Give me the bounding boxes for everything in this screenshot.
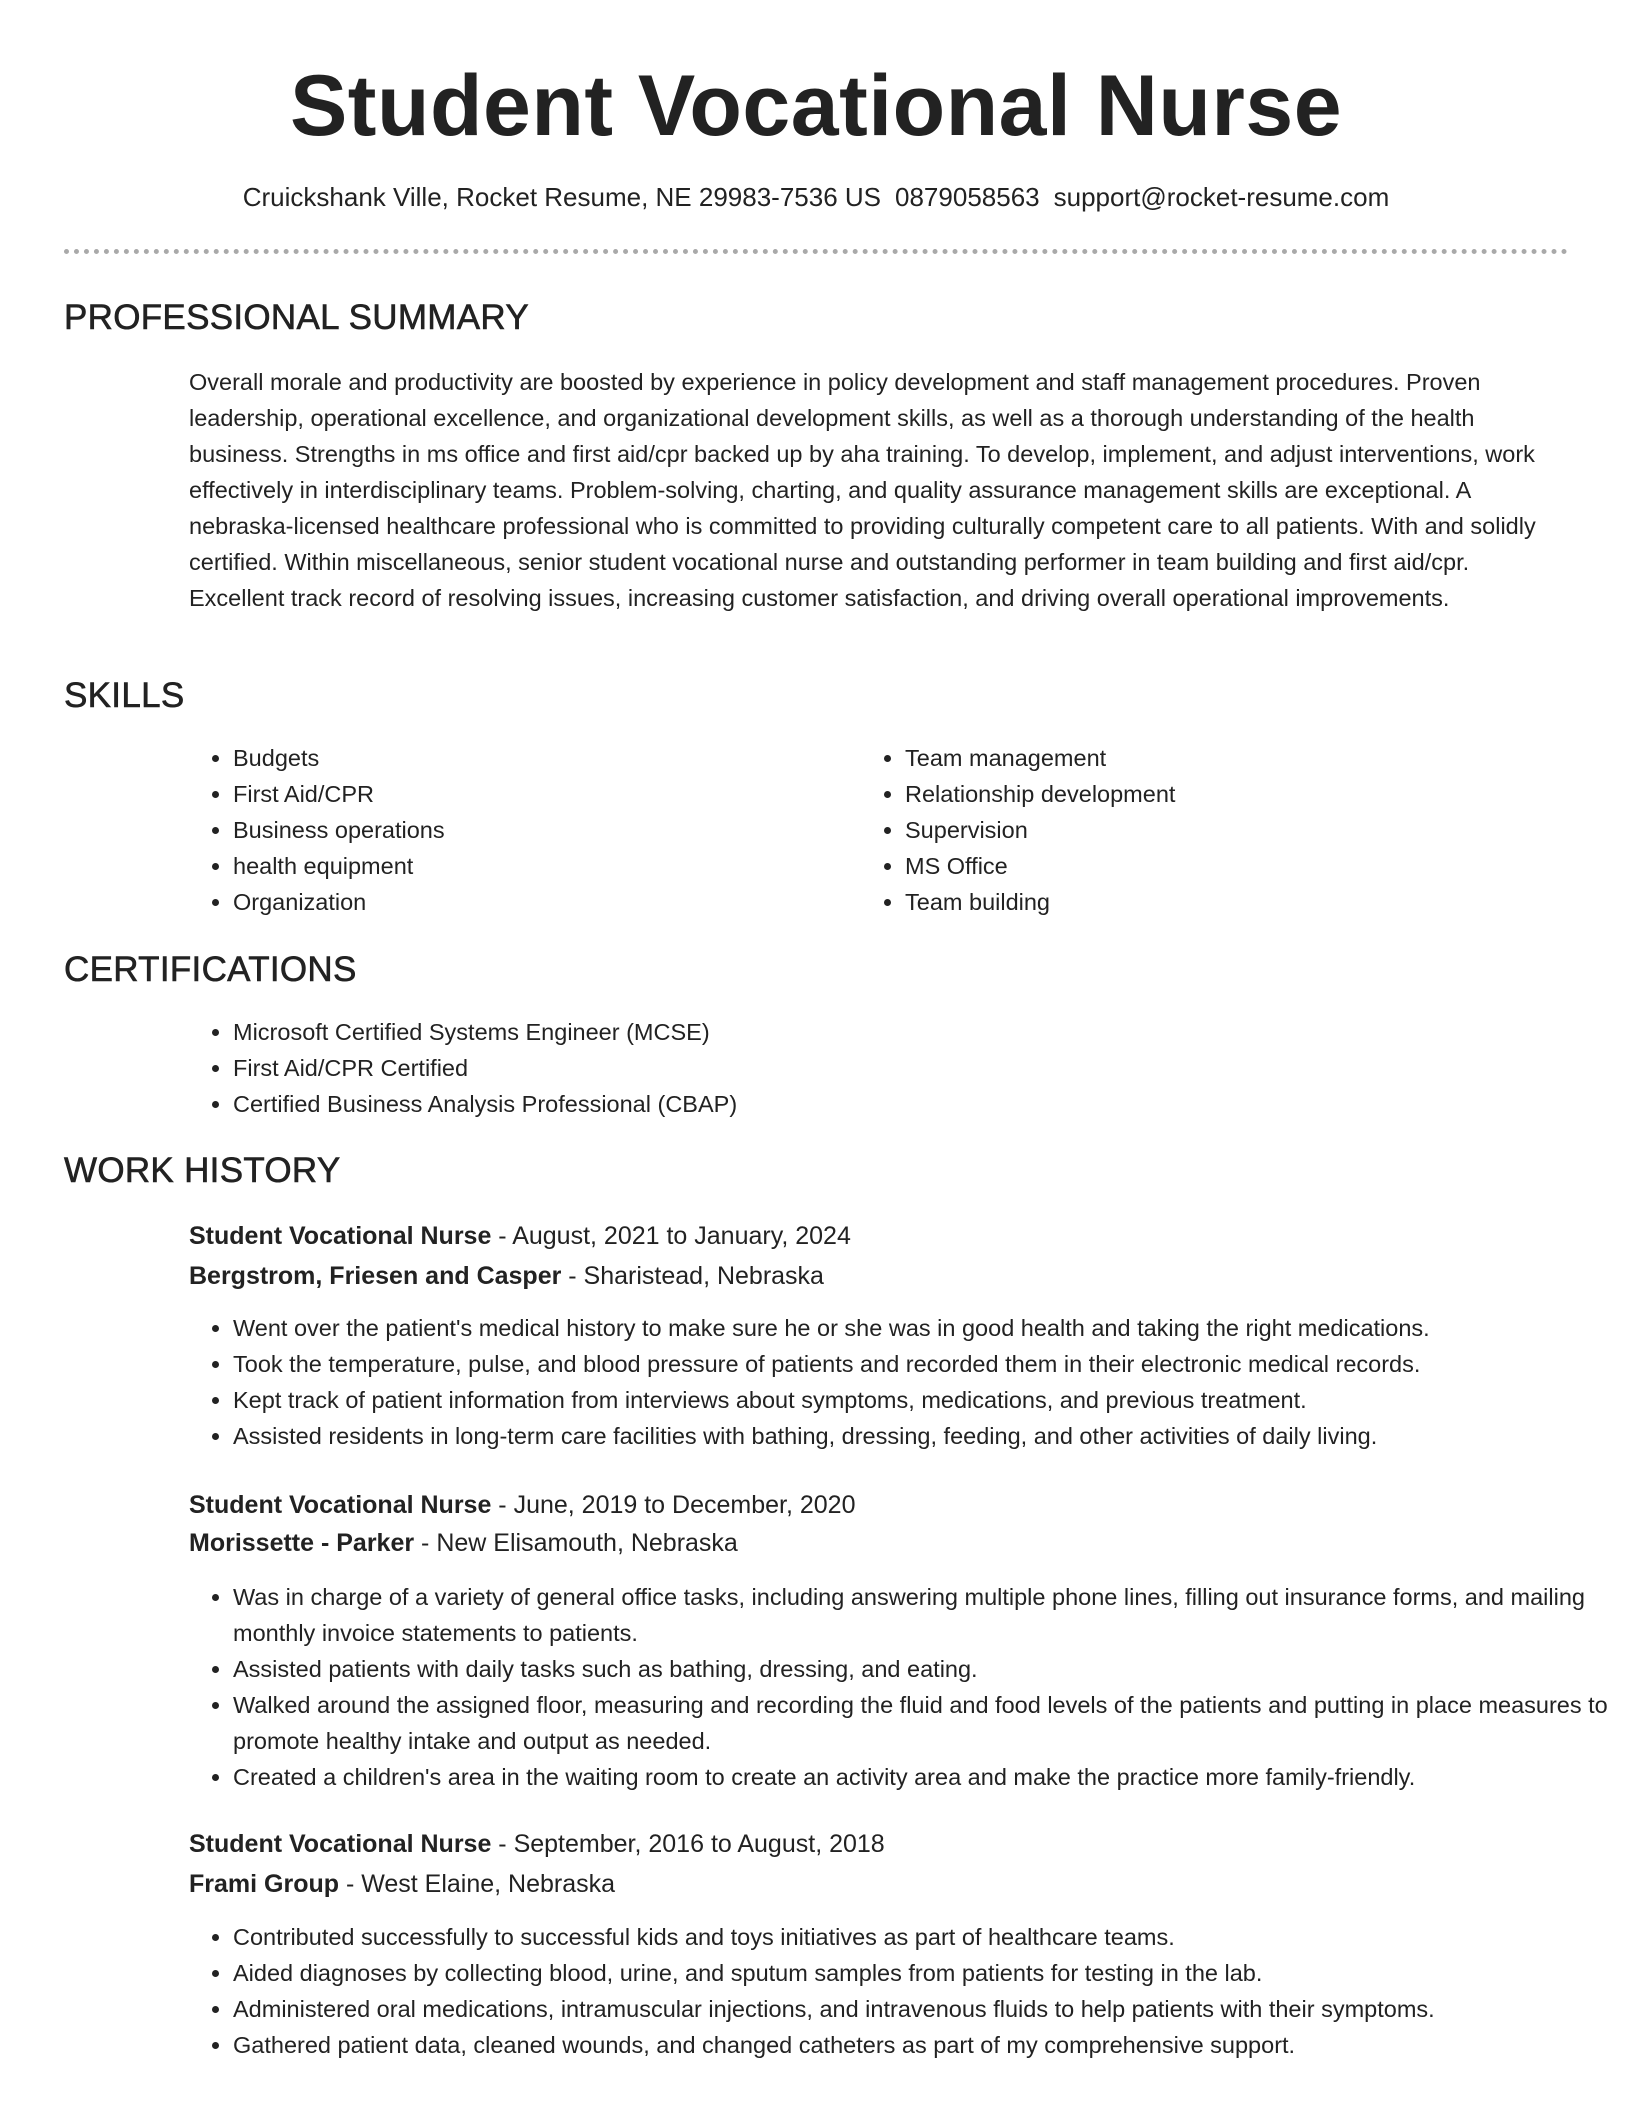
job-bullet: • Gathered patient data, cleaned wounds, and changed catheters as part of my comprehensive support. [233, 2027, 1632, 2063]
job-bullets [189, 1579, 1632, 1795]
job-dates: - June, 2019 to December, 2020 [491, 1491, 856, 1519]
skills-list-right [861, 740, 1545, 920]
skill-item: • First Aid/CPR [233, 776, 833, 812]
skill-item: • Team management [905, 740, 1545, 776]
summary-heading: PROFESSIONAL SUMMARY [64, 298, 529, 337]
job-title-line [189, 1218, 851, 1254]
skill-item: • Business operations [233, 812, 833, 848]
job-dates: - August, 2021 to January, 2024 [491, 1222, 851, 1250]
job-company: Bergstrom, Friesen and Casper [189, 1262, 562, 1290]
job-company: Frami Group [189, 1870, 340, 1898]
job-location: - Sharistead, Nebraska [561, 1262, 824, 1290]
skill-item: • MS Office [905, 848, 1545, 884]
skill-item: • Budgets [233, 740, 833, 776]
job-location: - West Elaine, Nebraska [339, 1870, 616, 1898]
job-title: Student Vocational Nurse [189, 1222, 492, 1250]
certification-item: • Microsoft Certified Systems Engineer (MCSE) [233, 1014, 1613, 1050]
job-bullet: • Went over the patient's medical history to make sure he or she was in good health and taking the right medications. [233, 1310, 1632, 1346]
skills-list-left [189, 740, 833, 920]
job-company-line [189, 1525, 738, 1561]
job-bullets [189, 1310, 1632, 1454]
certification-item: • Certified Business Analysis Professional (CBAP) [233, 1086, 1613, 1122]
summary-text: Overall morale and productivity are boosted by experience in policy development and staff management procedures. Proven leadership, operational excellence, and organizational development skills, as well as a thorough understanding of the health business. Strengths in ms office and first aid/cpr backed up by aha training. To develop, implement, and adjust interventions, work effectively in interdisciplinary teams. Problem-solving, charting, and quality assurance management skills are exceptional. A nebraska-licensed healthcare professional who is committed to providing culturally competent care to all patients. With and solidly certified. Within miscellaneous, senior student vocational nurse and outstanding performer in team building and first aid/cpr. Excellent track record of resolving issues, increasing customer satisfaction, and driving overall operational improvements. [189, 369, 1536, 611]
certifications-list [189, 1014, 1613, 1122]
job-bullet: • Administered oral medications, intramuscular injections, and intravenous fluids to help patients with their symptoms. [233, 1991, 1632, 2027]
contact-phone: 0879058563 [895, 182, 1040, 212]
job-bullet: • Assisted residents in long-term care facilities with bathing, dressing, feeding, and other activities of daily living. [233, 1418, 1632, 1454]
contact-email: support@rocket-resume.com [1053, 182, 1390, 212]
job-bullet: • Was in charge of a variety of general office tasks, including answering multiple phone lines, filling out insurance forms, and mailing monthly invoice statements to patients. [233, 1579, 1632, 1651]
job-bullet: • Created a children's area in the waiting room to create an activity area and make the practice more family-friendly. [233, 1759, 1632, 1795]
job-title: Student Vocational Nurse [189, 1491, 492, 1519]
contact-address: Cruickshank Ville, Rocket Resume, NE 29983-7536 US [242, 182, 882, 212]
job-bullet: • Kept track of patient information from interviews about symptoms, medications, and previous treatment. [233, 1382, 1632, 1418]
skill-item: • health equipment [233, 848, 833, 884]
job-location: - New Elisamouth, Nebraska [414, 1529, 738, 1557]
job-title-line [189, 1826, 885, 1862]
job-title-line [189, 1487, 855, 1523]
job-bullet: • Aided diagnoses by collecting blood, urine, and sputum samples from patients for testing in the lab. [233, 1955, 1632, 1991]
contact-line [0, 180, 1632, 214]
skill-item: • Supervision [905, 812, 1545, 848]
job-dates: - September, 2016 to August, 2018 [491, 1830, 885, 1858]
job-bullet: • Took the temperature, pulse, and blood pressure of patients and recorded them in their electronic medical records. [233, 1346, 1632, 1382]
work-history-heading: WORK HISTORY [64, 1151, 341, 1190]
certification-item: • First Aid/CPR Certified [233, 1050, 1613, 1086]
job-company-line [189, 1258, 824, 1294]
job-title: Student Vocational Nurse [189, 1830, 492, 1858]
job-bullet: • Contributed successfully to successful kids and toys initiatives as part of healthcare teams. [233, 1919, 1632, 1955]
skill-item: • Relationship development [905, 776, 1545, 812]
skills-heading: SKILLS [64, 676, 185, 715]
job-bullet: • Walked around the assigned floor, measuring and recording the fluid and food levels of the patients and putting in place measures to promote healthy intake and output as needed. [233, 1687, 1632, 1759]
job-bullets [189, 1919, 1632, 2063]
job-company-line [189, 1866, 615, 1902]
certifications-heading: CERTIFICATIONS [64, 950, 357, 989]
job-company: Morissette - Parker [189, 1529, 415, 1557]
skill-item: • Organization [233, 884, 833, 920]
skill-item: • Team building [905, 884, 1545, 920]
job-bullet: • Assisted patients with daily tasks such as bathing, dressing, and eating. [233, 1651, 1632, 1687]
resume-name: Student Vocational Nurse [289, 58, 1343, 154]
header-divider [64, 249, 1568, 254]
